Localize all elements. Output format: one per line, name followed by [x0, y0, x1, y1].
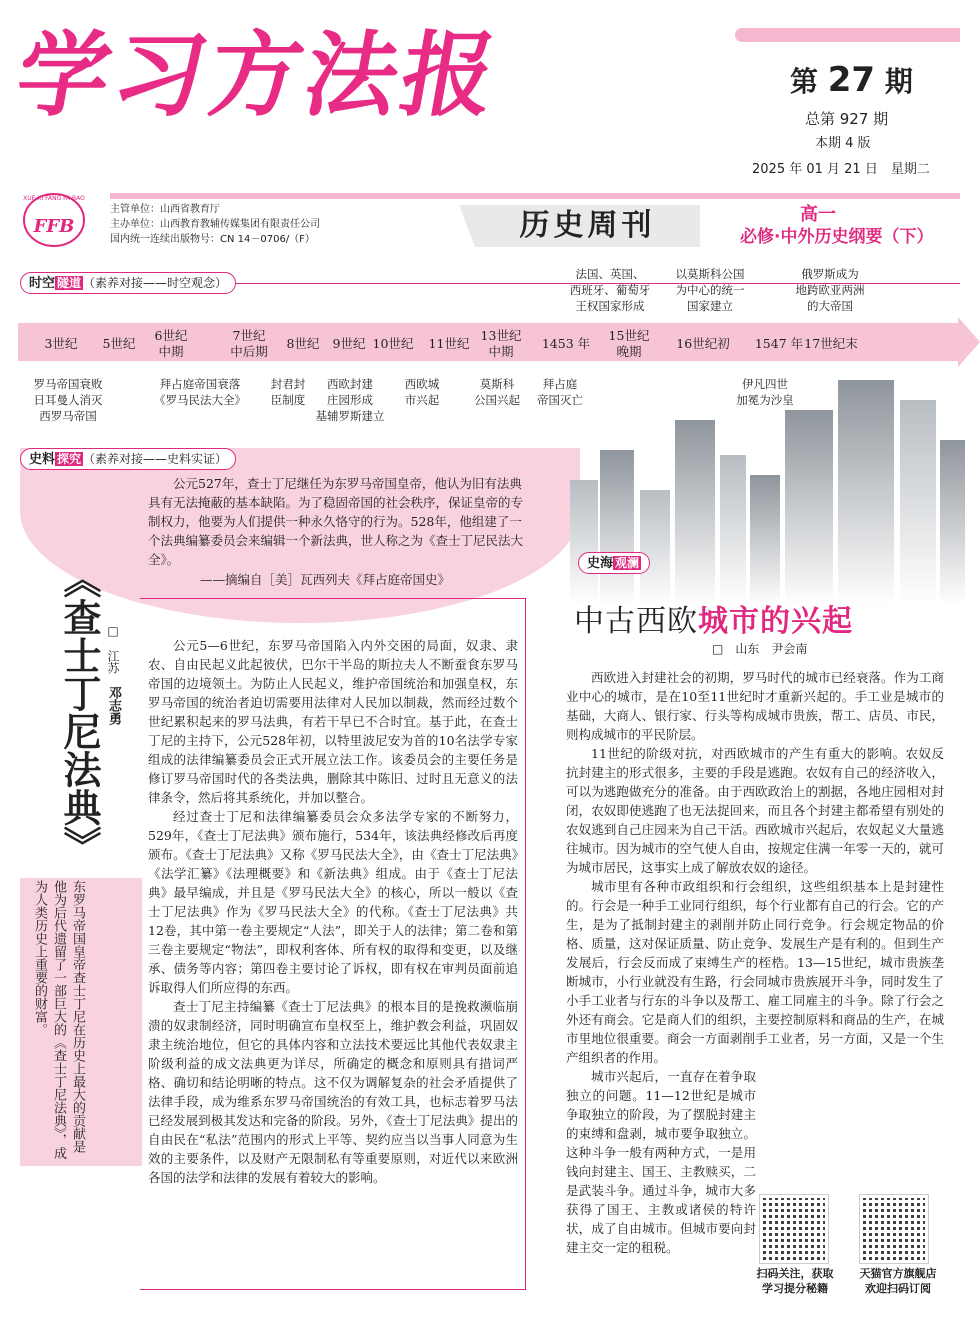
source-tag [20, 448, 236, 470]
issue-number-value: 27 [827, 60, 876, 100]
timeline-label: 9世纪 [332, 336, 366, 351]
article2-title-highlight: 城市的兴起 [698, 604, 853, 639]
timeline-tag-note: （素养对接——时空观念） [83, 276, 228, 290]
qr-caption-right [848, 1266, 948, 1296]
timeline-label: 5世纪 [102, 336, 136, 351]
qr-code-tmall[interactable] [860, 1195, 928, 1263]
article1-paragraph: 公元5—6世纪，东罗马帝国陷入内外交困的局面，奴隶、隶农、自由民起义此起彼伏，巴尔干半岛的斯拉夫人不断蚕食东罗马帝国的边境领土。为防止人民起义，维护帝国统治和加强皇权，东罗马帝国的统治者迫切需要用法律对人民加以制裁，然而经过数个世纪累积起来的罗马法典，有若干早已不合时宜。基于此，在查士丁尼的主持下，公元528年初，以特里波尼安为首的10名法学专家组成的法律编纂委员会正式开展立法工作。该委员会的主要任务是修订罗马帝国时代的各类法典，删除其中陈旧、过时且无意义的法律条令，然后将其系统化，并加以整合。 [148, 638, 518, 805]
article2-title-plain: 中古西欧 [574, 604, 698, 639]
timeline-label: 1453 年 [541, 336, 591, 351]
article1-author-name: 邓志勇 [106, 686, 121, 725]
timeline-event-below: 西欧城 市兴起 [404, 377, 440, 407]
grade-label: 高一 [800, 204, 836, 225]
timeline-label: 16世纪初 [676, 336, 730, 351]
timeline-tag [20, 272, 236, 294]
timeline-event-below: 封君封 臣制度 [270, 377, 306, 407]
issue-suffix: 期 [884, 65, 913, 98]
history-view-tag-a: 史海 [587, 556, 614, 571]
qr-caption-right-1: 天猫官方旗舰店 [859, 1267, 937, 1280]
source-tag-note: （素养对接——史料实证） [83, 452, 228, 466]
timeline-tag-b: 隧道 [57, 276, 82, 290]
publisher-line-1: 主管单位：山西省教育厅 [110, 204, 220, 215]
article1-quote: 东罗马帝国皇帝查士丁尼在历史上最大的贡献是他为后代遗留了一部巨大的《查士丁尼法典》，成为人类历史上重要的财富。 [32, 880, 85, 1160]
timeline-label: 8世纪 [286, 336, 320, 351]
timeline-event-below: 西欧封建 庄园形成 基辅罗斯建立 [315, 377, 385, 423]
source-citation: ——摘编自［美］瓦西列夫《拜占庭帝国史》 [200, 572, 451, 587]
article2-author: □ 山东 尹会南 [712, 642, 808, 656]
top-decorative-bar [735, 28, 960, 42]
source-tag-b: 探究 [57, 452, 82, 466]
timeline-label: 10世纪 [372, 336, 414, 351]
issue-prefix: 第 [790, 65, 819, 98]
timeline-event-below: 伊凡四世 加冕为沙皇 [736, 377, 794, 407]
publisher-info [110, 202, 320, 247]
qr-caption-left [740, 1266, 850, 1296]
history-view-tag [578, 552, 650, 574]
timeline-event-above: 法国、英国、 西班牙、葡萄牙 王权国家形成 [569, 267, 651, 313]
logo-text: FFB [33, 216, 75, 237]
timeline-label: 3世纪 [44, 336, 78, 351]
article2-title [574, 596, 853, 640]
page-count: 本期 4 版 [815, 136, 871, 151]
article1-author-region: □ 江苏 [106, 624, 120, 674]
publisher-line-2: 主办单位：山西教育教辅传媒集团有限责任公司 [110, 219, 320, 230]
issue-number [790, 60, 913, 100]
timeline-event-above: 以莫斯科公国 为中心的统一 国家建立 [675, 267, 745, 313]
timeline-label: 11世纪 [428, 336, 470, 351]
article1-body [148, 636, 518, 1187]
newspaper-logo [18, 188, 90, 248]
logo-text-top: XUE XI FANG FA BAO [23, 195, 85, 202]
timeline-label: 13世纪 中期 [480, 328, 522, 359]
timeline-label: 7世纪 中后期 [230, 328, 268, 359]
timeline-label: 17世纪末 [804, 336, 858, 351]
timeline-label: 1547 年 [754, 336, 804, 351]
qr-caption-left-2: 学习提分秘籍 [762, 1282, 828, 1295]
article1-author [104, 624, 123, 725]
course-label: 必修·中外历史纲要（下） [740, 227, 934, 247]
timeline-event-below: 拜占庭 帝国灭亡 [537, 377, 583, 407]
issue-date: 2025 年 01 月 21 日 星期二 [752, 162, 930, 177]
article1-title: 《查士丁尼法典》 [57, 560, 101, 864]
article1-paragraph: 经过查士丁尼和法律编纂委员会众多法学专家的不断努力，529年，《查士丁尼法典》颁布施行，534年，该法典经修改后再度颁布。《查士丁尼法典》又称《罗马民法大全》，由《查士丁尼法典》《法学汇纂》《法理概要》和《新法典》组成。由于《查士丁尼法典》最早编成，并且是《罗马民法大全》的核心，所以一般以《查士丁尼法典》作为《罗马民法大全》的代称。《查士丁尼法典》共12卷，其中第一卷主要规定“人法”，即关于人的法律；第二卷和第三卷主要规定“物法”，即权利客体、所有权的取得和变更，以及继承、债务等内容；第四卷主要讨论了诉权，即有权在审判员面前追诉取得人们所应得的东西。 [148, 809, 518, 995]
source-tag-a: 史料 [29, 452, 56, 467]
article2-paragraph: 11世纪的阶级对抗，对西欧城市的产生有重大的影响。农奴反抗封建主的形式很多，主要的手段是逃跑。农奴有自己的经济收入，可以为逃跑做充分的准备。由于西欧政治上的割据，各地庄园相对封闭，农奴即使逃跑了也无法捉回来，而且各个封建主都希望有别处的农奴逃到自己庄园来为自己干活。西欧城市兴起后，农奴起义大量逃往城市。因为城市的空气使人自由，按规定住满一年零一天的，就可为城市居民，这事实上成了解放农奴的途径。 [566, 746, 944, 875]
qr-caption-left-1: 扫码关注，获取 [756, 1267, 834, 1280]
qr-caption-right-2: 欢迎扫码订阅 [865, 1282, 931, 1295]
article2-paragraph: 城市里有各种市政组织和行会组织，这些组织基本上是封建性的。行会是一种手工业同行组织，每个行业都有自己的行会。它的产生，是为了抵制封建主的剥削并防止同行竞争。行会规定物品的价格、质量，这对保证质量、防止竞争、发展生产是有利的。但到生产发展后，行会反而成了束缚生产的桎梏。13—15世纪，城市贵族垄断城市，小行业就没有生路，行会同城市贵族展开斗争，同时发生了小手工业者与行东的斗争以及帮工、雇工同雇主的斗争。除了行会之外还有商会。它是商人们的组织，主要控制原料和商品的生产，在城市里地位很重要。商会一方面剥削手工业者，另一方面，又是一个生产组织者的作用。 [566, 879, 944, 1065]
timeline-event-below: 拜占庭帝国衰落 《罗马民法大全》 [154, 377, 246, 407]
timeline-tag-a: 时空 [29, 276, 56, 291]
timeline-label: 6世纪 中期 [154, 328, 188, 359]
section-name: 历史周刊 [475, 205, 700, 247]
timeline-event-below: 罗马帝国衰败 日耳曼人消灭 西罗马帝国 [33, 377, 103, 423]
qr-code-wechat[interactable] [760, 1195, 828, 1263]
timeline-label: 15世纪 晚期 [608, 328, 650, 359]
header-rule [110, 193, 960, 199]
timeline-event-below: 莫斯科 公国兴起 [474, 377, 520, 407]
history-view-tag-b: 观澜 [615, 556, 640, 570]
publisher-line-3: 国内统一连续出版物号：CN 14－0706/（F） [110, 234, 315, 245]
article2-paragraph: 西欧进入封建社会的初期，罗马时代的城市已经衰落。作为工商业中心的城市，是在10至11世纪时才重新兴起的。手工业是城市的基础，大商人、银行家、行头等构成城市贵族，帮工、店员、市民，则构成城市的平民阶层。 [566, 670, 944, 742]
article1-paragraph: 查士丁尼主持编纂《查士丁尼法典》的根本目的是挽救濒临崩溃的奴隶制经济，同时明确宣布皇权至上，维护教会利益，巩固奴隶主统治地位，但它的具体内容和立法技术要远比其他代表奴隶主阶级利益的成文法典更为详尽，所确定的概念和原则具有措词严格、确切和结论明晰的特点。这不仅为调解复杂的社会矛盾提供了法律手段，成为维系东罗马帝国统治的有效工具，也标志着罗马法已经发展到极其发达和完备的阶段。另外，《查士丁尼法典》提出的自由民在“私法”范围内的形式上平等、契约应当以当事人同意为生效的主要条件，以及财产无限制私有等重要原则，对近代以来欧洲各国的法学和法律的发展有着较大的影响。 [148, 999, 518, 1185]
article2-body [566, 668, 944, 1257]
masthead-title: 学习方法报 [8, 22, 508, 129]
source-text: 公元527年，查士丁尼继任为东罗马帝国皇帝，他认为旧有法典具有无法掩蔽的基本缺陷。为了稳固帝国的社会秩序，保证皇帝的专制权力，他要为人们提供一种永久恪守的行为。528年，他组建了一个法典编纂委员会来编辑一个新法典，世人称之为《查士丁尼民法大全》。 [148, 476, 524, 567]
total-issue: 总第 927 期 [805, 110, 889, 128]
article2-paragraph: 城市兴起后，一直存在着争取独立的问题。11—12世纪是城市争取独立的阶段，为了摆脱封建主的束缚和盘剥，城市要争取独立。这种斗争一般有两种方式，一是用钱向封建主、国王、主教赎买，二是武装斗争。通过斗争，城市大多获得了国王、主教或诸侯的特许状，成了自由城市。但城市要向封建主交一定的租税。 [566, 1069, 756, 1255]
timeline-event-above: 俄罗斯成为 地跨欧亚两洲 的大帝国 [795, 267, 865, 313]
